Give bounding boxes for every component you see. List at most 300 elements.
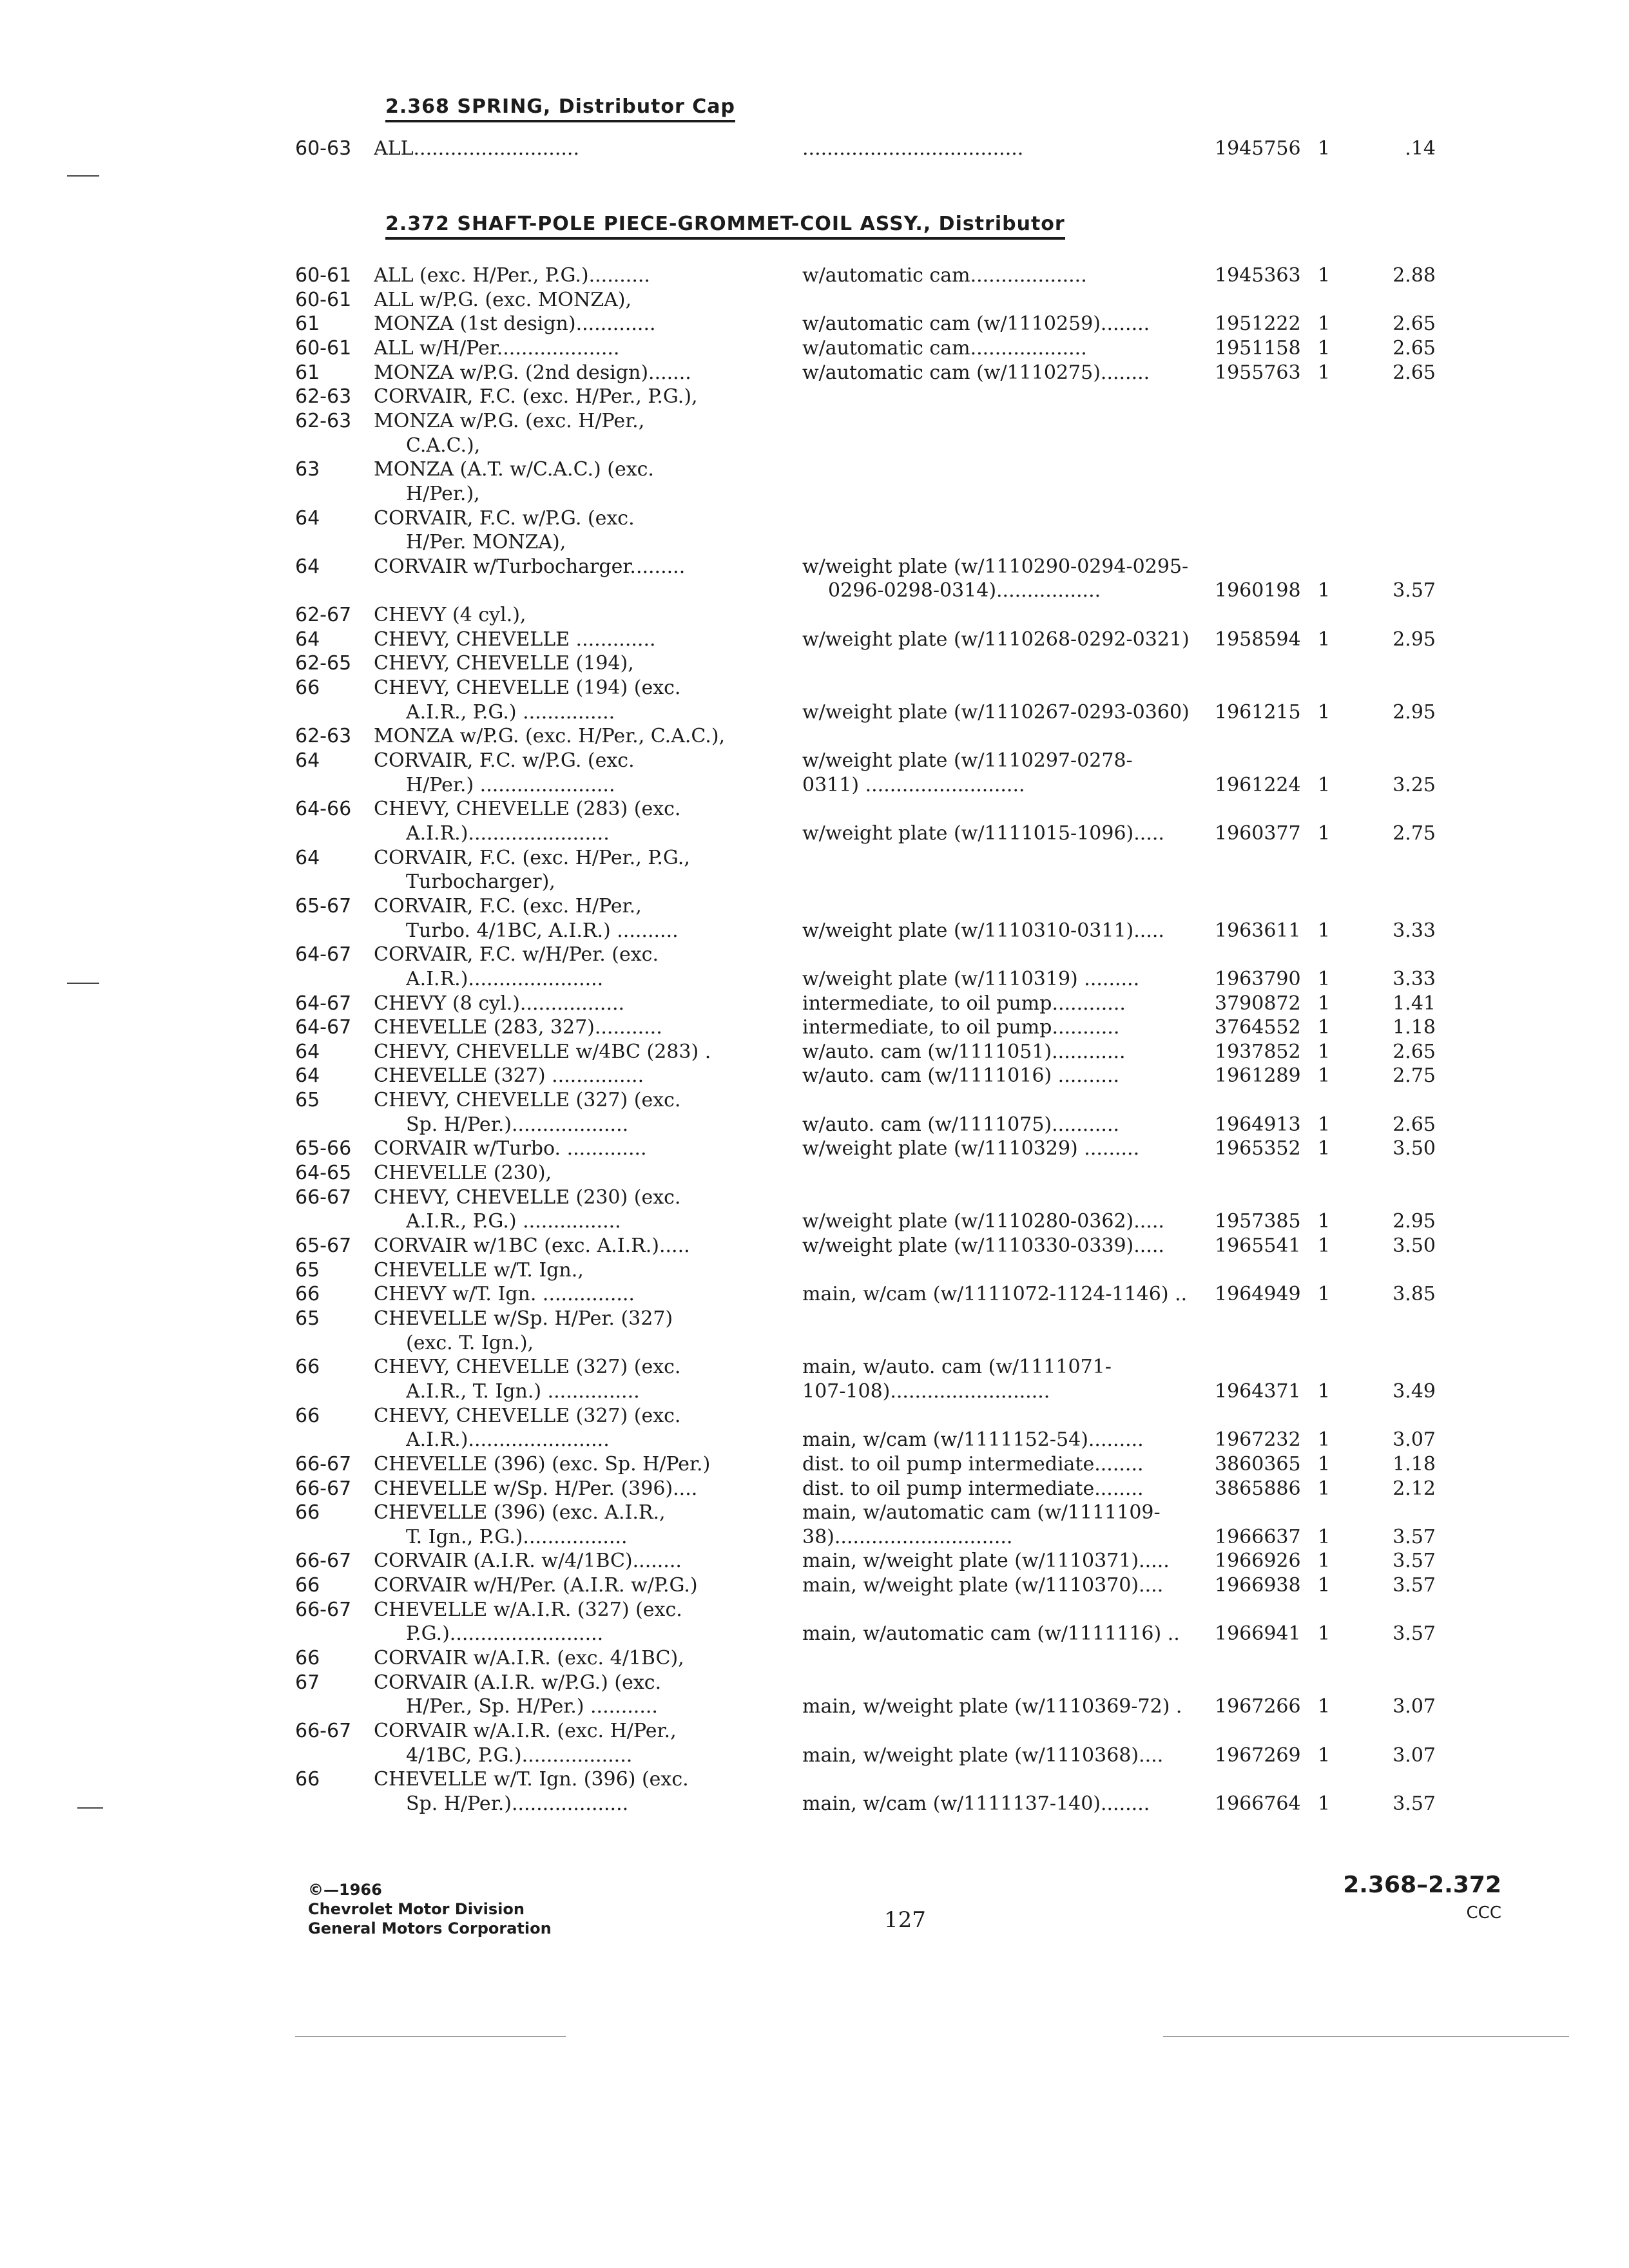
year-cell: 62-63: [295, 385, 352, 408]
table-row: [0, 822, 1629, 845]
application-cell: P.G.).........................: [406, 1622, 604, 1645]
part-number-cell: 3764552: [1215, 1016, 1301, 1039]
quantity-cell: 1: [1318, 1016, 1331, 1039]
description-cell: main, w/auto. cam (w/1111071-: [802, 1356, 1112, 1378]
table-row: [0, 919, 1629, 943]
application-cell: A.I.R.).......................: [406, 822, 610, 845]
description-cell: w/automatic cam (w/1110275)........: [802, 361, 1150, 384]
table-row: [0, 1647, 1629, 1670]
price-cell: 2.95: [1393, 1210, 1436, 1233]
year-cell: 64: [295, 555, 320, 578]
application-cell: CHEVY, CHEVELLE .............: [374, 628, 656, 651]
application-cell: CHEVY, CHEVELLE (230) (exc.: [374, 1186, 681, 1209]
section-heading: 2.368 SPRING, Distributor Cap: [385, 95, 735, 122]
application-cell: CHEVELLE w/Sp. H/Per. (327): [374, 1307, 673, 1330]
application-cell: MONZA w/P.G. (exc. H/Per.,: [374, 410, 645, 432]
application-cell: CHEVY, CHEVELLE (327) (exc.: [374, 1089, 681, 1111]
description-cell: main, w/weight plate (w/1110369-72) .: [802, 1695, 1182, 1718]
table-row: [0, 628, 1629, 651]
quantity-cell: 1: [1318, 1477, 1331, 1500]
quantity-cell: 1: [1318, 1210, 1331, 1233]
price-cell: 2.65: [1393, 1113, 1436, 1136]
table-row: [0, 749, 1629, 773]
price-cell: 1.18: [1393, 1453, 1436, 1475]
quantity-cell: 1: [1318, 1695, 1331, 1718]
quantity-cell: 1: [1318, 1380, 1331, 1403]
application-cell: A.I.R.).......................: [406, 1428, 610, 1451]
application-cell: Turbocharger),: [406, 870, 555, 893]
quantity-cell: 1: [1318, 579, 1331, 602]
price-cell: 3.07: [1393, 1428, 1436, 1451]
part-number-cell: 1966764: [1215, 1792, 1301, 1815]
table-row: [0, 1186, 1629, 1209]
price-cell: 2.65: [1393, 337, 1436, 360]
part-number-cell: 3865886: [1215, 1477, 1301, 1500]
application-cell: A.I.R., T. Ign.) ...............: [406, 1380, 640, 1403]
application-cell: CHEVY, CHEVELLE w/4BC (283) .: [374, 1041, 711, 1063]
description-cell: intermediate, to oil pump...........: [802, 1016, 1120, 1039]
part-number-cell: 1951158: [1215, 337, 1301, 360]
year-cell: 62-67: [295, 604, 352, 626]
year-cell: 64-67: [295, 992, 352, 1015]
application-cell: A.I.R., P.G.) ................: [406, 1210, 621, 1233]
part-number-cell: 1966637: [1215, 1526, 1301, 1548]
description-cell: w/automatic cam...................: [802, 264, 1087, 287]
year-cell: 66: [295, 1501, 320, 1524]
part-number-cell: 1957385: [1215, 1210, 1301, 1233]
table-row: [0, 507, 1629, 530]
table-row: [0, 531, 1629, 554]
quantity-cell: 1: [1318, 312, 1331, 335]
price-cell: 3.57: [1393, 1526, 1436, 1548]
part-number-cell: 1966926: [1215, 1550, 1301, 1572]
application-cell: H/Per., Sp. H/Per.) ...........: [406, 1695, 658, 1718]
division: Chevrolet Motor Division: [308, 1900, 525, 1918]
part-number-cell: 1967232: [1215, 1428, 1301, 1451]
application-cell: CORVAIR w/A.I.R. (exc. H/Per.,: [374, 1720, 677, 1742]
table-row: [0, 798, 1629, 821]
part-number-cell: 1964949: [1215, 1283, 1301, 1305]
table-row: [0, 1768, 1629, 1791]
description-cell: w/weight plate (w/1110290-0294-0295-: [802, 555, 1189, 578]
quantity-cell: 1: [1318, 1453, 1331, 1475]
table-row: [0, 943, 1629, 966]
table-row: [0, 847, 1629, 870]
application-cell: CORVAIR, F.C. (exc. H/Per.,: [374, 895, 642, 918]
year-cell: 64: [295, 507, 320, 530]
table-row: [0, 1695, 1629, 1718]
table-row: [0, 895, 1629, 918]
quantity-cell: 1: [1318, 1283, 1331, 1305]
table-row: [0, 1477, 1629, 1501]
table-row: [0, 1235, 1629, 1258]
description-cell: main, w/cam (w/1111137-140)........: [802, 1792, 1150, 1815]
price-cell: 1.41: [1393, 992, 1436, 1015]
table-row: [0, 1453, 1629, 1476]
part-number-cell: 1966938: [1215, 1574, 1301, 1597]
table-row: [0, 289, 1629, 312]
table-row: [0, 385, 1629, 408]
year-cell: 65: [295, 1259, 320, 1282]
application-cell: Sp. H/Per.)...................: [406, 1792, 629, 1815]
quantity-cell: 1: [1318, 919, 1331, 942]
description-cell: main, w/cam (w/1111152-54).........: [802, 1428, 1144, 1451]
price-cell: 3.57: [1393, 1622, 1436, 1645]
quantity-cell: 1: [1318, 774, 1331, 796]
year-cell: 60-61: [295, 264, 352, 287]
application-cell: CHEVELLE (283, 327)...........: [374, 1016, 662, 1039]
quantity-cell: 1: [1318, 1574, 1331, 1597]
application-cell: CORVAIR w/H/Per. (A.I.R. w/P.G.): [374, 1574, 698, 1597]
quantity-cell: 1: [1318, 1744, 1331, 1767]
table-row: [0, 458, 1629, 481]
table-row: [0, 1162, 1629, 1185]
quantity-cell: 1: [1318, 264, 1331, 287]
part-number-cell: 1963611: [1215, 919, 1301, 942]
part-number-cell: 1965541: [1215, 1235, 1301, 1257]
year-cell: 67: [295, 1671, 320, 1694]
year-cell: 64-67: [295, 1016, 352, 1039]
quantity-cell: 1: [1318, 992, 1331, 1015]
table-row: [0, 725, 1629, 748]
application-cell: CHEVELLE w/T. Ign. (396) (exc.: [374, 1768, 689, 1791]
quantity-cell: 1: [1318, 1235, 1331, 1257]
year-cell: 62-63: [295, 725, 352, 747]
quantity-cell: 1: [1318, 628, 1331, 651]
part-number-cell: 3790872: [1215, 992, 1301, 1015]
price-cell: 3.07: [1393, 1695, 1436, 1718]
description-cell: 107-108)..........................: [802, 1380, 1050, 1403]
description-cell: w/weight plate (w/1110310-0311).....: [802, 919, 1164, 942]
price-cell: 2.12: [1393, 1477, 1436, 1500]
application-cell: C.A.C.),: [406, 434, 481, 457]
table-row: [0, 1016, 1629, 1039]
year-cell: 66-67: [295, 1550, 352, 1572]
table-row: [0, 1259, 1629, 1282]
application-cell: CORVAIR w/A.I.R. (exc. 4/1BC),: [374, 1647, 684, 1669]
quantity-cell: 1: [1318, 1550, 1331, 1572]
description-cell: w/automatic cam (w/1110259)........: [802, 312, 1150, 335]
application-cell: CORVAIR w/Turbo. .............: [374, 1137, 647, 1160]
year-cell: 62-65: [295, 652, 352, 675]
year-cell: 66-67: [295, 1186, 352, 1209]
quantity-cell: 1: [1318, 137, 1331, 160]
description-cell: w/auto. cam (w/1111075)...........: [802, 1113, 1120, 1136]
part-number-cell: 1960198: [1215, 579, 1301, 602]
part-number-cell: 1964913: [1215, 1113, 1301, 1136]
table-row: [0, 870, 1629, 894]
application-cell: Sp. H/Per.)...................: [406, 1113, 629, 1136]
table-row: [0, 1137, 1629, 1160]
application-cell: CHEVY w/T. Ign. ...............: [374, 1283, 635, 1305]
part-number-cell: 1965352: [1215, 1137, 1301, 1160]
application-cell: ALL w/P.G. (exc. MONZA),: [374, 289, 632, 311]
table-row: [0, 1526, 1629, 1549]
table-row: [0, 1089, 1629, 1112]
application-cell: ALL (exc. H/Per., P.G.)..........: [374, 264, 650, 287]
description-cell: main, w/cam (w/1111072-1124-1146) ..: [802, 1283, 1188, 1305]
quantity-cell: 1: [1318, 1622, 1331, 1645]
year-cell: 66: [295, 1356, 320, 1378]
part-number-cell: 3860365: [1215, 1453, 1301, 1475]
scan-rule: [1163, 2036, 1569, 2037]
description-cell: w/auto. cam (w/1111016) ..........: [802, 1064, 1120, 1087]
application-cell: CHEVY, CHEVELLE (327) (exc.: [374, 1356, 681, 1378]
year-cell: 65-67: [295, 895, 352, 918]
table-row: [0, 992, 1629, 1015]
description-cell: w/automatic cam...................: [802, 337, 1087, 360]
year-cell: 64-66: [295, 798, 352, 820]
footer-range: [1343, 1872, 1501, 1923]
application-cell: A.I.R.)......................: [406, 968, 604, 990]
table-row: [0, 652, 1629, 675]
scan-rule: [295, 2036, 566, 2037]
price-cell: 3.57: [1393, 1550, 1436, 1572]
table-row: [0, 1332, 1629, 1355]
table-row: [0, 1064, 1629, 1088]
corporation: General Motors Corporation: [308, 1919, 552, 1937]
table-row: [0, 137, 1629, 160]
description-cell: dist. to oil pump intermediate........: [802, 1453, 1144, 1475]
description-cell: dist. to oil pump intermediate........: [802, 1477, 1144, 1500]
year-cell: 66-67: [295, 1599, 352, 1621]
description-cell: main, w/automatic cam (w/1111109-: [802, 1501, 1161, 1524]
price-cell: 3.07: [1393, 1744, 1436, 1767]
part-number-cell: 1967266: [1215, 1695, 1301, 1718]
part-number-cell: 1966941: [1215, 1622, 1301, 1645]
part-number-cell: 1951222: [1215, 312, 1301, 335]
application-cell: ALL w/H/Per....................: [374, 337, 620, 360]
year-cell: 64: [295, 628, 320, 651]
application-cell: CHEVY, CHEVELLE (194),: [374, 652, 634, 675]
table-row: [0, 1792, 1629, 1816]
table-row: [0, 264, 1629, 287]
price-cell: 2.95: [1393, 628, 1436, 651]
part-number-cell: 1963790: [1215, 968, 1301, 990]
description-cell: 0296-0298-0314).................: [828, 579, 1101, 602]
year-cell: 64-67: [295, 943, 352, 966]
description-cell: 0311) ..........................: [802, 774, 1025, 796]
description-cell: w/weight plate (w/1110267-0293-0360): [802, 701, 1190, 724]
year-cell: 61: [295, 361, 320, 384]
description-cell: 38).............................: [802, 1526, 1013, 1548]
year-cell: 65-66: [295, 1137, 352, 1160]
quantity-cell: 1: [1318, 1137, 1331, 1160]
price-cell: 2.95: [1393, 701, 1436, 724]
description-cell: main, w/automatic cam (w/1111116) ..: [802, 1622, 1180, 1645]
description-cell: ....................................: [802, 137, 1024, 160]
year-cell: 64-65: [295, 1162, 352, 1184]
table-row: [0, 604, 1629, 627]
part-number-cell: 1961224: [1215, 774, 1301, 796]
price-cell: 3.50: [1393, 1137, 1436, 1160]
application-cell: 4/1BC, P.G.)..................: [406, 1744, 633, 1767]
price-cell: 1.18: [1393, 1016, 1436, 1039]
table-row: [0, 1428, 1629, 1452]
price-cell: 3.57: [1393, 579, 1436, 602]
table-row: [0, 968, 1629, 991]
part-number-cell: 1961289: [1215, 1064, 1301, 1087]
application-cell: CHEVY, CHEVELLE (283) (exc.: [374, 798, 681, 820]
quantity-cell: 1: [1318, 361, 1331, 384]
description-cell: w/weight plate (w/1110297-0278-: [802, 749, 1133, 772]
year-cell: 60-63: [295, 137, 352, 160]
quantity-cell: 1: [1318, 968, 1331, 990]
description-cell: w/weight plate (w/1110329) .........: [802, 1137, 1140, 1160]
price-cell: 3.57: [1393, 1792, 1436, 1815]
table-row: [0, 1501, 1629, 1524]
description-cell: w/weight plate (w/1111015-1096).....: [802, 822, 1164, 845]
year-cell: 66-67: [295, 1477, 352, 1500]
part-number-cell: 1961215: [1215, 701, 1301, 724]
description-cell: w/weight plate (w/1110319) .........: [802, 968, 1140, 990]
year-cell: 66-67: [295, 1453, 352, 1475]
table-row: [0, 1744, 1629, 1767]
year-cell: 66: [295, 1405, 320, 1427]
quantity-cell: 1: [1318, 701, 1331, 724]
description-cell: w/weight plate (w/1110330-0339).....: [802, 1235, 1164, 1257]
table-row: [0, 1380, 1629, 1403]
part-number-cell: 1967269: [1215, 1744, 1301, 1767]
application-cell: H/Per.),: [406, 483, 480, 505]
price-cell: 3.33: [1393, 919, 1436, 942]
part-number-cell: 1958594: [1215, 628, 1301, 651]
table-row: [0, 774, 1629, 797]
application-cell: CORVAIR, F.C. w/H/Per. (exc.: [374, 943, 659, 966]
application-cell: MONZA (1st design).............: [374, 312, 656, 335]
application-cell: A.I.R., P.G.) ...............: [406, 701, 615, 724]
application-cell: CHEVELLE w/T. Ign.,: [374, 1259, 584, 1282]
page-number: 127: [884, 1907, 926, 1933]
table-row: [0, 434, 1629, 457]
application-cell: CHEVELLE w/A.I.R. (327) (exc.: [374, 1599, 682, 1621]
description-cell: w/weight plate (w/1110268-0292-0321): [802, 628, 1190, 651]
year-cell: 66: [295, 1647, 320, 1669]
application-cell: H/Per. MONZA),: [406, 531, 566, 553]
price-cell: .14: [1405, 137, 1436, 160]
application-cell: CHEVY (8 cyl.).................: [374, 992, 625, 1015]
price-cell: 3.85: [1393, 1283, 1436, 1305]
description-cell: w/auto. cam (w/1111051)............: [802, 1041, 1126, 1063]
application-cell: MONZA (A.T. w/C.A.C.) (exc.: [374, 458, 654, 481]
table-row: [0, 677, 1629, 700]
table-row: [0, 1405, 1629, 1428]
year-cell: 64: [295, 1064, 320, 1087]
description-cell: main, w/weight plate (w/1110371).....: [802, 1550, 1170, 1572]
table-row: [0, 1307, 1629, 1331]
year-cell: 65: [295, 1089, 320, 1111]
application-cell: MONZA w/P.G. (exc. H/Per., C.A.C.),: [374, 725, 726, 747]
table-row: [0, 1113, 1629, 1137]
application-cell: CHEVY, CHEVELLE (327) (exc.: [374, 1405, 681, 1427]
price-cell: 2.65: [1393, 312, 1436, 335]
price-cell: 2.88: [1393, 264, 1436, 287]
part-number-cell: 1945363: [1215, 264, 1301, 287]
part-number-cell: 1945756: [1215, 137, 1301, 160]
price-cell: 2.65: [1393, 361, 1436, 384]
year-cell: 63: [295, 458, 320, 481]
table-row: [0, 1671, 1629, 1695]
year-cell: 64: [295, 749, 320, 772]
application-cell: CHEVY, CHEVELLE (194) (exc.: [374, 677, 681, 699]
copyright: ©—1966: [308, 1881, 382, 1899]
description-cell: w/weight plate (w/1110280-0362).....: [802, 1210, 1164, 1233]
scan-mark: [67, 983, 99, 984]
application-cell: CHEVELLE (327) ...............: [374, 1064, 644, 1087]
price-cell: 3.33: [1393, 968, 1436, 990]
year-cell: 62-63: [295, 410, 352, 432]
application-cell: CHEVELLE w/Sp. H/Per. (396)....: [374, 1477, 698, 1500]
description-cell: main, w/weight plate (w/1110370)....: [802, 1574, 1164, 1597]
application-cell: CORVAIR, F.C. (exc. H/Per., P.G.,: [374, 847, 690, 869]
application-cell: H/Per.) ......................: [406, 774, 615, 796]
application-cell: T. Ign., P.G.).................: [406, 1526, 628, 1548]
application-cell: CHEVY (4 cyl.),: [374, 604, 526, 626]
price-cell: 2.75: [1393, 1064, 1436, 1087]
year-cell: 64: [295, 847, 320, 869]
year-cell: 66: [295, 1768, 320, 1791]
year-cell: 65-67: [295, 1235, 352, 1257]
quantity-cell: 1: [1318, 1113, 1331, 1136]
application-cell: CORVAIR (A.I.R. w/P.G.) (exc.: [374, 1671, 662, 1694]
description-cell: main, w/weight plate (w/1110368)....: [802, 1744, 1164, 1767]
price-cell: 3.25: [1393, 774, 1436, 796]
part-number-cell: 1955763: [1215, 361, 1301, 384]
table-row: [0, 1574, 1629, 1597]
application-cell: CORVAIR, F.C. (exc. H/Per., P.G.),: [374, 385, 698, 408]
part-number-cell: 1937852: [1215, 1041, 1301, 1063]
table-row: [0, 555, 1629, 579]
table-row: [0, 1283, 1629, 1306]
table-row: [0, 579, 1629, 602]
year-cell: 66: [295, 677, 320, 699]
application-cell: (exc. T. Ign.),: [406, 1332, 534, 1354]
table-row: [0, 312, 1629, 336]
table-row: [0, 361, 1629, 385]
application-cell: CORVAIR w/Turbocharger.........: [374, 555, 686, 578]
table-row: [0, 483, 1629, 506]
section-range: 2.368–2.372: [1343, 1872, 1501, 1898]
table-row: [0, 1550, 1629, 1573]
table-row: [0, 1599, 1629, 1622]
table-row: [0, 701, 1629, 724]
application-cell: CORVAIR (A.I.R. w/4/1BC)........: [374, 1550, 682, 1572]
table-row: [0, 1041, 1629, 1064]
section-heading: 2.372 SHAFT-POLE PIECE-GROMMET-COIL ASSY., Distributor: [385, 213, 1065, 240]
table-row: [0, 1356, 1629, 1379]
year-cell: 61: [295, 312, 320, 335]
application-cell: CHEVELLE (396) (exc. Sp. H/Per.): [374, 1453, 711, 1475]
footer-credits: [308, 1880, 552, 1938]
scan-mark: [67, 175, 99, 177]
catalog-code: CCC: [1466, 1903, 1501, 1923]
table-row: [0, 410, 1629, 433]
quantity-cell: 1: [1318, 1041, 1331, 1063]
application-cell: CHEVELLE (396) (exc. A.I.R.,: [374, 1501, 666, 1524]
year-cell: 60-61: [295, 337, 352, 360]
part-number-cell: 1960377: [1215, 822, 1301, 845]
price-cell: 2.65: [1393, 1041, 1436, 1063]
price-cell: 3.49: [1393, 1380, 1436, 1403]
price-cell: 3.50: [1393, 1235, 1436, 1257]
quantity-cell: 1: [1318, 822, 1331, 845]
quantity-cell: 1: [1318, 1064, 1331, 1087]
description-cell: intermediate, to oil pump............: [802, 992, 1126, 1015]
application-cell: CORVAIR, F.C. w/P.G. (exc.: [374, 749, 635, 772]
part-number-cell: 1964371: [1215, 1380, 1301, 1403]
application-cell: CORVAIR w/1BC (exc. A.I.R.).....: [374, 1235, 690, 1257]
quantity-cell: 1: [1318, 337, 1331, 360]
